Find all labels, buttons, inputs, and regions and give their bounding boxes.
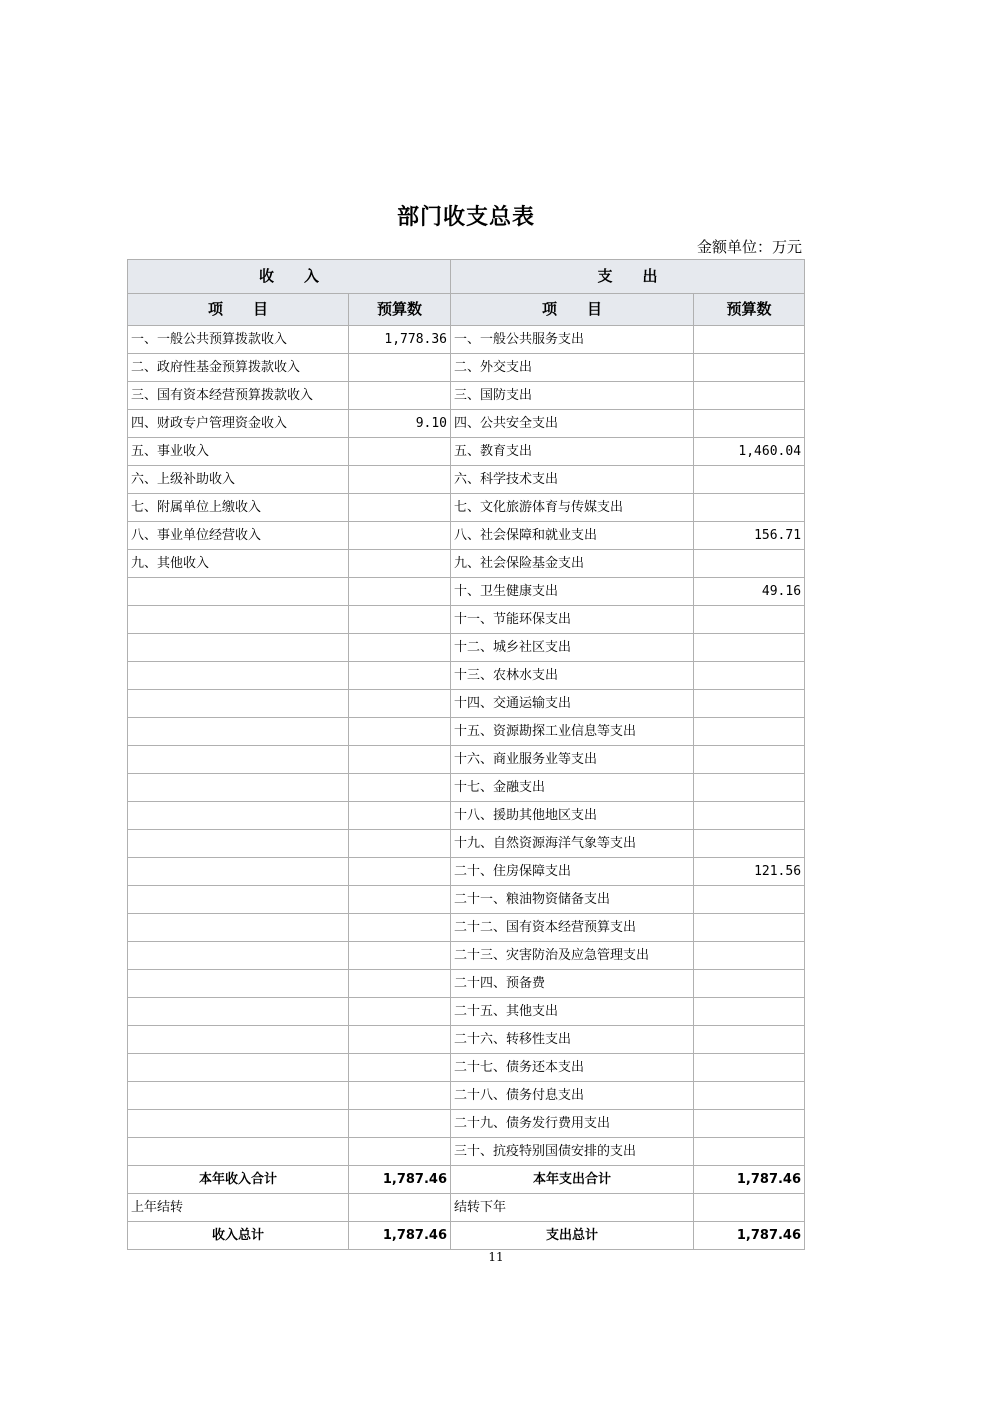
expense-header: 支 出	[451, 260, 805, 294]
expense-item-cell: 二十三、灾害防治及应急管理支出	[451, 942, 694, 970]
expense-item-cell: 二十七、债务还本支出	[451, 1054, 694, 1082]
expense-budget-cell	[694, 494, 805, 522]
page-number: 11	[488, 1250, 504, 1264]
carry-over-row	[128, 1194, 805, 1222]
income-budget-cell	[349, 550, 451, 578]
income-item-cell	[128, 970, 349, 998]
income-budget-cell	[349, 578, 451, 606]
income-budget-cell	[349, 634, 451, 662]
expense-budget-cell: 156.71	[694, 522, 805, 550]
expense-budget-cell	[694, 690, 805, 718]
carry-out-label: 结转下年	[451, 1194, 694, 1222]
table-row	[128, 438, 805, 466]
table-row	[128, 522, 805, 550]
expense-item-cell: 二十六、转移性支出	[451, 1026, 694, 1054]
income-budget-cell	[349, 522, 451, 550]
income-budget-cell	[349, 1054, 451, 1082]
grand-expense-label: 支出总计	[451, 1222, 694, 1250]
income-budget-cell	[349, 354, 451, 382]
expense-item-cell: 十六、商业服务业等支出	[451, 746, 694, 774]
year-income-total-value: 1,787.46	[349, 1166, 451, 1194]
expense-budget-cell	[694, 1138, 805, 1166]
income-budget-cell	[349, 466, 451, 494]
income-item-cell	[128, 998, 349, 1026]
income-budget-cell	[349, 830, 451, 858]
expense-item-cell: 十九、自然资源海洋气象等支出	[451, 830, 694, 858]
income-item-cell	[128, 606, 349, 634]
income-budget-cell	[349, 1026, 451, 1054]
income-item-cell	[128, 858, 349, 886]
income-header: 收 入	[128, 260, 451, 294]
expense-item-cell: 二、外交支出	[451, 354, 694, 382]
year-expense-total-label: 本年支出合计	[451, 1166, 694, 1194]
table-row	[128, 774, 805, 802]
income-item-cell: 五、事业收入	[128, 438, 349, 466]
income-budget-cell	[349, 1082, 451, 1110]
income-budget-cell	[349, 774, 451, 802]
expense-item-cell: 一、一般公共服务支出	[451, 326, 694, 354]
expense-budget-cell	[694, 746, 805, 774]
income-item-cell	[128, 914, 349, 942]
income-item-cell: 七、附属单位上缴收入	[128, 494, 349, 522]
table-row	[128, 466, 805, 494]
expense-budget-cell	[694, 466, 805, 494]
column-header-row	[128, 294, 805, 326]
income-item-cell	[128, 1110, 349, 1138]
expense-item-cell: 十、卫生健康支出	[451, 578, 694, 606]
income-item-cell: 一、一般公共预算拨款收入	[128, 326, 349, 354]
carry-out-value	[694, 1194, 805, 1222]
income-item-cell	[128, 1138, 349, 1166]
expense-budget-cell	[694, 970, 805, 998]
income-budget-cell	[349, 494, 451, 522]
expense-item-cell: 二十四、预备费	[451, 970, 694, 998]
carry-in-label: 上年结转	[128, 1194, 349, 1222]
income-item-cell: 六、上级补助收入	[128, 466, 349, 494]
expense-item-cell: 十四、交通运输支出	[451, 690, 694, 718]
income-item-cell: 三、国有资本经营预算拨款收入	[128, 382, 349, 410]
income-item-cell: 二、政府性基金预算拨款收入	[128, 354, 349, 382]
expense-budget-cell	[694, 942, 805, 970]
grand-expense-value: 1,787.46	[694, 1222, 805, 1250]
table-row	[128, 1026, 805, 1054]
expense-item-header: 项 目	[451, 294, 694, 326]
expense-budget-cell	[694, 382, 805, 410]
table-row	[128, 662, 805, 690]
table-row	[128, 718, 805, 746]
table-row	[128, 886, 805, 914]
expense-item-cell: 十七、金融支出	[451, 774, 694, 802]
expense-budget-cell	[694, 1026, 805, 1054]
table-row	[128, 354, 805, 382]
expense-item-cell: 三十、抗疫特别国债安排的支出	[451, 1138, 694, 1166]
income-budget-cell	[349, 886, 451, 914]
income-budget-cell: 1,778.36	[349, 326, 451, 354]
income-item-cell	[128, 1026, 349, 1054]
table-row	[128, 942, 805, 970]
expense-budget-cell	[694, 354, 805, 382]
income-budget-cell	[349, 662, 451, 690]
expense-item-cell: 六、科学技术支出	[451, 466, 694, 494]
expense-item-cell: 二十一、粮油物资储备支出	[451, 886, 694, 914]
income-item-cell: 八、事业单位经营收入	[128, 522, 349, 550]
expense-item-cell: 八、社会保障和就业支出	[451, 522, 694, 550]
expense-budget-header: 预算数	[694, 294, 805, 326]
income-budget-cell	[349, 998, 451, 1026]
table-row	[128, 970, 805, 998]
income-budget-header: 预算数	[349, 294, 451, 326]
expense-item-cell: 五、教育支出	[451, 438, 694, 466]
year-total-row	[128, 1166, 805, 1194]
income-budget-cell	[349, 690, 451, 718]
expense-budget-cell	[694, 550, 805, 578]
table-row	[128, 410, 805, 438]
income-item-cell	[128, 942, 349, 970]
income-item-cell	[128, 774, 349, 802]
year-expense-total-value: 1,787.46	[694, 1166, 805, 1194]
expense-budget-cell	[694, 1082, 805, 1110]
expense-budget-cell	[694, 718, 805, 746]
expense-budget-cell	[694, 1110, 805, 1138]
expense-budget-cell	[694, 326, 805, 354]
carry-in-value	[349, 1194, 451, 1222]
amount-unit: 金额单位：万元	[696, 238, 802, 256]
expense-budget-cell: 121.56	[694, 858, 805, 886]
income-item-cell	[128, 802, 349, 830]
expense-budget-cell: 1,460.04	[694, 438, 805, 466]
expense-item-cell: 十二、城乡社区支出	[451, 634, 694, 662]
table-row	[128, 802, 805, 830]
income-budget-cell	[349, 802, 451, 830]
section-header-row	[128, 260, 805, 294]
expense-budget-cell	[694, 606, 805, 634]
table-row	[128, 606, 805, 634]
expense-budget-cell	[694, 802, 805, 830]
income-item-cell	[128, 662, 349, 690]
income-budget-cell: 9.10	[349, 410, 451, 438]
income-item-cell	[128, 690, 349, 718]
table-row	[128, 1082, 805, 1110]
income-item-header: 项 目	[128, 294, 349, 326]
grand-income-value: 1,787.46	[349, 1222, 451, 1250]
table-row	[128, 550, 805, 578]
page-title: 部门收支总表	[396, 205, 535, 230]
income-item-cell	[128, 1082, 349, 1110]
table-row	[128, 1054, 805, 1082]
table-row	[128, 382, 805, 410]
income-budget-cell	[349, 942, 451, 970]
expense-budget-cell	[694, 830, 805, 858]
table-row	[128, 326, 805, 354]
expense-budget-cell	[694, 774, 805, 802]
expense-item-cell: 二十二、国有资本经营预算支出	[451, 914, 694, 942]
income-item-cell	[128, 718, 349, 746]
expense-budget-cell	[694, 914, 805, 942]
income-budget-cell	[349, 914, 451, 942]
expense-item-cell: 十一、节能环保支出	[451, 606, 694, 634]
expense-item-cell: 十五、资源勘探工业信息等支出	[451, 718, 694, 746]
expense-budget-cell	[694, 1054, 805, 1082]
income-budget-cell	[349, 606, 451, 634]
expense-budget-cell: 49.16	[694, 578, 805, 606]
table-row	[128, 634, 805, 662]
income-budget-cell	[349, 746, 451, 774]
table-row	[128, 1110, 805, 1138]
expense-item-cell: 七、文化旅游体育与传媒支出	[451, 494, 694, 522]
income-budget-cell	[349, 858, 451, 886]
income-item-cell	[128, 578, 349, 606]
income-item-cell	[128, 886, 349, 914]
income-budget-cell	[349, 1138, 451, 1166]
budget-table	[127, 259, 805, 1250]
income-budget-cell	[349, 438, 451, 466]
expense-item-cell: 四、公共安全支出	[451, 410, 694, 438]
income-item-cell: 九、其他收入	[128, 550, 349, 578]
income-item-cell	[128, 1054, 349, 1082]
income-budget-cell	[349, 1110, 451, 1138]
table-row	[128, 858, 805, 886]
income-item-cell	[128, 634, 349, 662]
expense-item-cell: 二十八、债务付息支出	[451, 1082, 694, 1110]
expense-budget-cell	[694, 886, 805, 914]
income-budget-cell	[349, 382, 451, 410]
year-income-total-label: 本年收入合计	[128, 1166, 349, 1194]
table-row	[128, 690, 805, 718]
expense-budget-cell	[694, 634, 805, 662]
expense-item-cell: 二十九、债务发行费用支出	[451, 1110, 694, 1138]
expense-budget-cell	[694, 410, 805, 438]
expense-item-cell: 九、社会保险基金支出	[451, 550, 694, 578]
grand-income-label: 收入总计	[128, 1222, 349, 1250]
table-row	[128, 830, 805, 858]
expense-item-cell: 三、国防支出	[451, 382, 694, 410]
grand-total-row	[128, 1222, 805, 1250]
income-item-cell: 四、财政专户管理资金收入	[128, 410, 349, 438]
table-row	[128, 914, 805, 942]
table-row	[128, 578, 805, 606]
income-item-cell	[128, 830, 349, 858]
table-row	[128, 1138, 805, 1166]
table-row	[128, 998, 805, 1026]
expense-item-cell: 十三、农林水支出	[451, 662, 694, 690]
table-row	[128, 494, 805, 522]
income-item-cell	[128, 746, 349, 774]
expense-budget-cell	[694, 662, 805, 690]
expense-item-cell: 二十五、其他支出	[451, 998, 694, 1026]
income-budget-cell	[349, 970, 451, 998]
income-budget-cell	[349, 718, 451, 746]
expense-budget-cell	[694, 998, 805, 1026]
expense-item-cell: 十八、援助其他地区支出	[451, 802, 694, 830]
expense-item-cell: 二十、住房保障支出	[451, 858, 694, 886]
table-row	[128, 746, 805, 774]
